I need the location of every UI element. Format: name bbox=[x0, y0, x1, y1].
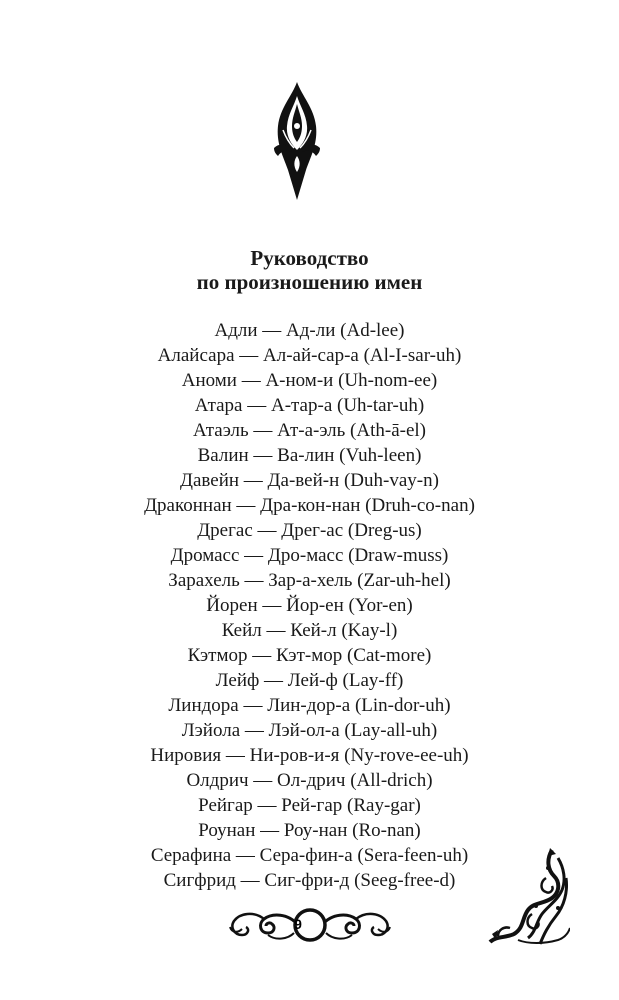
list-item: Адли — Ад-ли (Ad-lee) bbox=[214, 320, 405, 341]
page-title: Руководство bbox=[250, 246, 369, 270]
list-item: Дрегас — Дрег-ас (Dreg-us) bbox=[197, 520, 422, 541]
list-item: Алайсара — Ал-ай-сар-а (Al-I-sar-uh) bbox=[157, 345, 462, 366]
list-item: Атара — А-тар-а (Uh-tar-uh) bbox=[194, 395, 425, 416]
list-item: Сигфрид — Сиг-фри-д (Seeg-free-d) bbox=[163, 870, 456, 891]
list-item: Аноми — А-ном-и (Uh-nom-ee) bbox=[181, 370, 438, 391]
dragon-corner-icon bbox=[488, 848, 570, 946]
list-item: Валин — Ва-лин (Vuh-leen) bbox=[197, 445, 422, 466]
list-item: Атаэль — Ат-а-эль (Ath-ā-el) bbox=[192, 420, 427, 441]
flame-ornament-icon bbox=[270, 82, 324, 200]
list-item: Давейн — Да-вей-н (Duh-vay-n) bbox=[180, 470, 439, 491]
list-item: Кейл — Кей-л (Kay-l) bbox=[221, 620, 398, 641]
list-item: Дромасс — Дро-масс (Draw-muss) bbox=[170, 545, 449, 566]
list-item: Зарахель — Зар-а-хель (Zar-uh-hel) bbox=[168, 570, 451, 591]
list-item: Кэтмор — Кэт-мор (Cat-more) bbox=[187, 645, 432, 666]
list-item: Нировия — Ни-ров-и-я (Ny-rove-ee-uh) bbox=[150, 745, 469, 766]
list-item: Рейгар — Рей-гар (Ray-gar) bbox=[198, 795, 421, 816]
list-item: Драконнан — Дра-кон-нан (Druh-co-nan) bbox=[144, 495, 475, 516]
list-item: Лейф — Лей-ф (Lay-ff) bbox=[215, 670, 404, 691]
page-subtitle: по произношению имен bbox=[196, 270, 423, 294]
list-item: Роунан — Роу-нан (Ro-nan) bbox=[198, 820, 421, 841]
page-number: 9 bbox=[294, 916, 302, 932]
pronunciation-list bbox=[0, 318, 619, 893]
list-item: Лэйола — Лэй-ол-а (Lay-all-uh) bbox=[181, 720, 438, 741]
list-item: Олдрич — Ол-дрич (All-drich) bbox=[186, 770, 433, 791]
list-item: Линдора — Лин-дор-а (Lin-dor-uh) bbox=[168, 695, 451, 716]
list-item: Йорен — Йор-ен (Yor-en) bbox=[206, 595, 413, 616]
list-item: Серафина — Сера-фин-а (Sera-feen-uh) bbox=[150, 845, 469, 866]
